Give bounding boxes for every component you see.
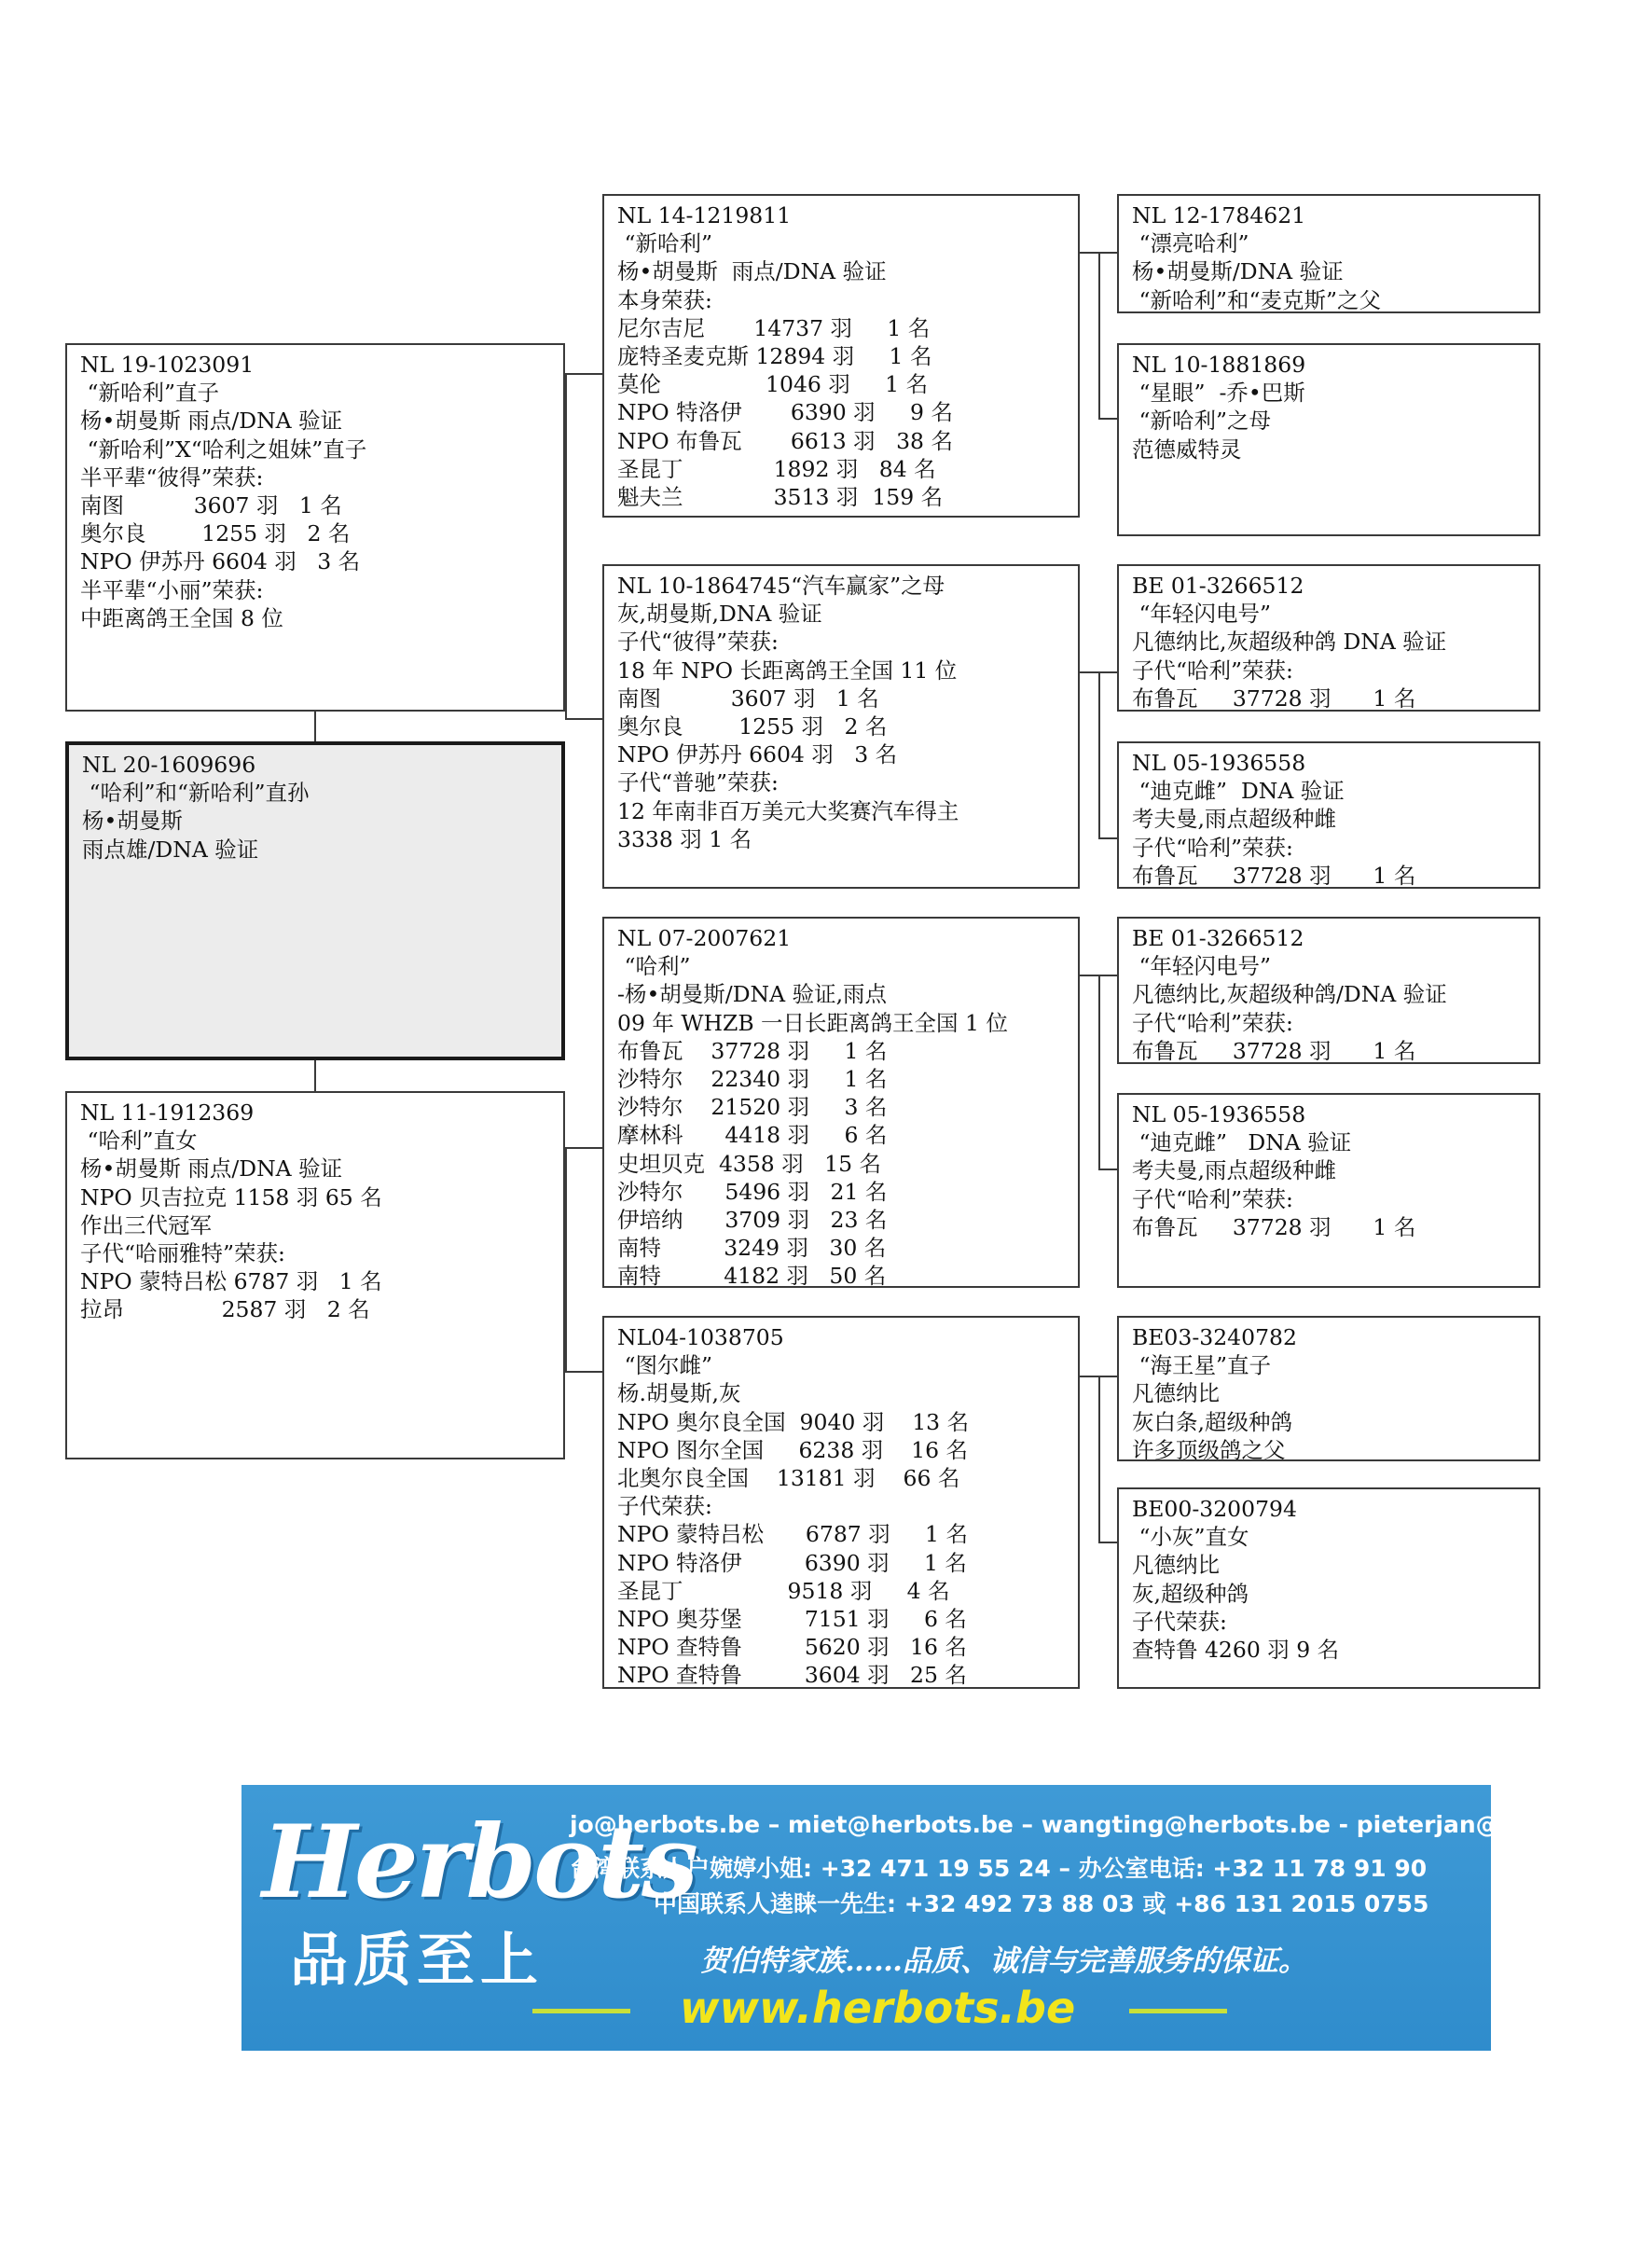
ss-sire-line: “新哈利”和“麦克斯”之父 <box>1132 286 1382 313</box>
sire-dam-line: 南图 3607 羽 1 名 <box>617 685 879 712</box>
sd-dam-line: 考夫曼,雨点超级种雌 <box>1132 806 1336 833</box>
dam-sire-line: 沙特尔 22340 羽 1 名 <box>617 1066 888 1093</box>
decorative-bar-left <box>532 2009 630 2013</box>
sire-line: NL 19-1023091 <box>80 352 255 378</box>
ds-sire-line: 子代“哈利”荣获: <box>1132 1009 1293 1036</box>
ss-sire-line: NL 12-1784621 <box>1132 202 1306 228</box>
connector <box>1098 1169 1117 1170</box>
dam-dam-line: NPO 蒙特吕松 6787 羽 1 名 <box>617 1521 968 1548</box>
dam-sire-line: 布鲁瓦 37728 羽 1 名 <box>617 1037 888 1064</box>
email-contacts: jo@herbots.be – miet@herbots.be – wangting@herbots.be - pieterjan@herbots.be <box>570 1811 1642 1838</box>
dam-box <box>65 1091 565 1459</box>
connector <box>1098 975 1100 1170</box>
ds-dam-line: “迪克雌” DNA 验证 <box>1132 1129 1352 1156</box>
dam-dam-line: 北奥尔良全国 13181 羽 66 名 <box>617 1465 960 1492</box>
dd-dam-line: 灰,超级种鸽 <box>1132 1580 1249 1607</box>
dam-sire-line: -杨•胡曼斯/DNA 验证,雨点 <box>617 981 888 1008</box>
dam-sire-line: 09 年 WHZB 一日长距离鸽王全国 1 位 <box>617 1009 1008 1036</box>
dd-sire-box <box>1117 1316 1540 1461</box>
ss-dam-line: “新哈利”之母 <box>1132 408 1271 435</box>
sire-sire-line: 本身荣获: <box>617 286 712 313</box>
connector <box>565 373 602 375</box>
dam-dam-line: 杨.胡曼斯,灰 <box>617 1380 741 1407</box>
dam-line: NPO 蒙特吕松 6787 羽 1 名 <box>80 1268 382 1295</box>
sire-sire-line: 杨•胡曼斯 雨点/DNA 验证 <box>617 258 887 285</box>
ss-sire-box <box>1117 194 1540 313</box>
dam-dam-line: NPO 查特鲁 3604 羽 25 名 <box>617 1662 967 1689</box>
ds-dam-line: NL 05-1936558 <box>1132 1101 1306 1127</box>
china-contact: 中国联系人逵睐一先生: +32 492 73 88 03 或 +86 131 2015 0755 <box>654 1890 1429 1917</box>
sire-sire-line: “新哈利” <box>617 230 712 257</box>
website-link[interactable]: www.herbots.be <box>680 1983 1076 2033</box>
sire-line: NPO 伊苏丹 6604 羽 3 名 <box>80 548 361 575</box>
ds-dam-line: 子代“哈利”荣获: <box>1132 1185 1293 1212</box>
connector <box>565 1147 602 1149</box>
dd-sire-line: 凡德纳比 <box>1132 1380 1220 1407</box>
decorative-bar-right <box>1129 2009 1227 2013</box>
sire-line: 中距离鸽王全国 8 位 <box>80 604 283 631</box>
sire-dam-line: 灰,胡曼斯,DNA 验证 <box>617 601 822 628</box>
sire-line: 杨•胡曼斯 雨点/DNA 验证 <box>80 408 343 435</box>
connector <box>565 373 567 720</box>
subject-line: 雨点雄/DNA 验证 <box>82 836 259 863</box>
ds-dam-line: 考夫曼,雨点超级种雌 <box>1132 1157 1336 1184</box>
ss-dam-line: 范德威特灵 <box>1132 436 1242 463</box>
sire-sire-line: 莫伦 1046 羽 1 名 <box>617 371 929 398</box>
sd-sire-line: 子代“哈利”荣获: <box>1132 657 1293 684</box>
dam-line: 杨•胡曼斯 雨点/DNA 验证 <box>80 1155 343 1182</box>
sire-dam-line: 18 年 NPO 长距离鸽王全国 11 位 <box>617 657 958 684</box>
dam-dam-line: NPO 查特鲁 5620 羽 16 名 <box>617 1634 967 1661</box>
sire-dam-line: 奥尔良 1255 羽 2 名 <box>617 713 888 740</box>
dam-line: 拉昂 2587 羽 2 名 <box>80 1296 370 1323</box>
sire-dam-line: NL 10-1864745“汽车赢家”之母 <box>617 573 945 599</box>
ss-sire-line: “漂亮哈利” <box>1132 230 1249 257</box>
sd-sire-line: 凡德纳比,灰超级种鸽 DNA 验证 <box>1132 629 1447 656</box>
sire-line: 南图 3607 羽 1 名 <box>80 492 342 519</box>
connector <box>1098 418 1117 420</box>
sd-sire-line: “年轻闪电号” <box>1132 601 1271 628</box>
dam-dam-line: NPO 特洛伊 6390 羽 1 名 <box>617 1549 967 1576</box>
tagline: 贺伯特家族……品质、诚信与完善服务的保证。 <box>700 1944 1307 1978</box>
dam-dam-line: NPO 图尔全国 6238 羽 16 名 <box>617 1436 968 1463</box>
dam-sire-box <box>602 917 1080 1288</box>
dam-dam-line: 子代荣获: <box>617 1493 712 1520</box>
sd-sire-box <box>1117 564 1540 712</box>
sire-sire-line: 圣昆丁 1892 羽 84 名 <box>617 455 936 482</box>
ds-sire-line: 凡德纳比,灰超级种鸽/DNA 验证 <box>1132 981 1447 1008</box>
dam-line: NPO 贝吉拉克 1158 羽 65 名 <box>80 1183 382 1210</box>
sire-line: 奥尔良 1255 羽 2 名 <box>80 520 351 547</box>
dam-line: 作出三代冠军 <box>80 1211 212 1238</box>
sd-sire-line: BE 01-3266512 <box>1132 573 1304 599</box>
dam-sire-line: 沙特尔 21520 羽 3 名 <box>617 1094 888 1121</box>
taiwan-contact: 台湾联系人户婉婷小姐: +32 471 19 55 24 – 办公室电话: +32 11 78 91 90 <box>570 1855 1428 1882</box>
sire-line: 半平辈“小丽”荣获: <box>80 576 264 603</box>
sire-dam-line: 12 年南非百万美元大奖赛汽车得主 <box>617 797 959 824</box>
connector <box>1098 671 1100 839</box>
dam-line: “哈利”直女 <box>80 1127 198 1155</box>
dam-sire-line: 摩林科 4418 羽 6 名 <box>617 1122 888 1149</box>
dam-sire-line: “哈利” <box>617 953 691 980</box>
ds-dam-line: 布鲁瓦 37728 羽 1 名 <box>1132 1213 1416 1240</box>
sire-sire-line: NL 14-1219811 <box>617 202 792 228</box>
dam-dam-line: 圣昆丁 9518 羽 4 名 <box>617 1577 950 1604</box>
ds-sire-line: BE 01-3266512 <box>1132 925 1304 951</box>
connector <box>314 712 316 741</box>
sire-sire-line: NPO 布鲁瓦 6613 羽 38 名 <box>617 427 953 454</box>
slogan: 品质至上 <box>290 1926 545 1994</box>
subject-box <box>65 741 565 1060</box>
connector <box>314 1060 316 1091</box>
connector <box>565 1371 602 1373</box>
sire-line: “新哈利”直子 <box>80 380 219 407</box>
sd-dam-line: 布鲁瓦 37728 羽 1 名 <box>1132 862 1416 889</box>
sire-dam-line: 子代“普驰”荣获: <box>617 769 779 796</box>
dam-sire-line: 伊培纳 3709 羽 23 名 <box>617 1207 888 1234</box>
ss-dam-line: “星眼” -乔•巴斯 <box>1132 380 1305 407</box>
dd-dam-box <box>1117 1487 1540 1689</box>
herbots-banner <box>241 1785 1642 2051</box>
dd-sire-line: 灰白条,超级种鸽 <box>1132 1408 1292 1435</box>
dam-sire-line: NL 07-2007621 <box>617 925 792 951</box>
ss-sire-line: 杨•胡曼斯/DNA 验证 <box>1132 258 1344 285</box>
sire-dam-line: 子代“彼得”荣获: <box>617 629 779 656</box>
dam-sire-line: 史坦贝克 4358 羽 15 名 <box>617 1150 881 1177</box>
dd-dam-line: 凡德纳比 <box>1132 1552 1220 1579</box>
sd-dam-line: 子代“哈利”荣获: <box>1132 834 1293 861</box>
ds-dam-box <box>1117 1093 1540 1288</box>
dd-dam-line: 子代荣获: <box>1132 1608 1227 1635</box>
dd-sire-line: “海王星”直子 <box>1132 1352 1271 1379</box>
dam-line: NL 11-1912369 <box>80 1099 255 1126</box>
dam-dam-line: NPO 奥芬堡 7151 羽 6 名 <box>617 1606 967 1633</box>
dam-sire-line: 沙特尔 5496 羽 21 名 <box>617 1178 888 1205</box>
connector <box>1098 1376 1100 1543</box>
ds-sire-line: “年轻闪电号” <box>1132 953 1271 980</box>
dam-dam-line: “图尔雌” <box>617 1352 712 1379</box>
sire-line: 半平辈“彼得”荣获: <box>80 463 264 491</box>
ds-sire-line: 布鲁瓦 37728 羽 1 名 <box>1132 1037 1416 1064</box>
connector <box>1098 837 1117 839</box>
sd-dam-box <box>1117 741 1540 889</box>
sire-sire-line: 庞特圣麦克斯 12894 羽 1 名 <box>617 343 932 370</box>
connector <box>1098 252 1100 420</box>
sd-dam-line: “迪克雌” DNA 验证 <box>1132 778 1345 805</box>
dam-sire-line: 南特 4182 羽 50 名 <box>617 1263 887 1290</box>
sire-dam-box <box>602 564 1080 889</box>
dam-sire-line: 南特 3249 羽 30 名 <box>617 1235 887 1262</box>
connector <box>1098 1542 1117 1543</box>
sire-sire-line: NPO 特洛伊 6390 羽 9 名 <box>617 399 953 426</box>
connector <box>565 1147 567 1373</box>
sire-dam-line: 3338 羽 1 名 <box>617 825 752 852</box>
sire-dam-line: NPO 伊苏丹 6604 羽 3 名 <box>617 741 898 768</box>
sd-dam-line: NL 05-1936558 <box>1132 750 1306 776</box>
sire-line: “新哈利”X“哈利之姐妹”直子 <box>80 436 367 463</box>
dd-sire-line: 许多顶级鸽之父 <box>1132 1436 1286 1463</box>
sire-sire-box <box>602 194 1080 518</box>
dd-dam-line: 查特鲁 4260 羽 9 名 <box>1132 1637 1340 1664</box>
sire-sire-line: 尼尔吉尼 14737 羽 1 名 <box>617 314 931 341</box>
sire-sire-line: 魁夫兰 3513 羽 159 名 <box>617 484 944 511</box>
dd-dam-line: BE00-3200794 <box>1132 1496 1297 1522</box>
dd-sire-line: BE03-3240782 <box>1132 1324 1297 1350</box>
subject-line: “哈利”和“新哈利”直孙 <box>82 780 310 807</box>
herbots-logo: Herbots <box>262 1804 696 1921</box>
connector <box>565 718 602 720</box>
subject-line: 杨•胡曼斯 <box>82 808 183 835</box>
dam-dam-line: NPO 奥尔良全国 9040 羽 13 名 <box>617 1408 970 1435</box>
dam-dam-box <box>602 1316 1080 1689</box>
sire-box <box>65 343 565 712</box>
dd-dam-line: “小灰”直女 <box>1132 1524 1249 1551</box>
dam-line: 子代“哈丽雅特”荣获: <box>80 1240 285 1267</box>
ss-dam-box <box>1117 343 1540 536</box>
ss-dam-line: NL 10-1881869 <box>1132 352 1306 378</box>
ds-sire-box <box>1117 917 1540 1064</box>
subject-line: NL 20-1609696 <box>82 752 256 778</box>
sd-sire-line: 布鲁瓦 37728 羽 1 名 <box>1132 685 1416 712</box>
dam-dam-line: NL04-1038705 <box>617 1324 784 1350</box>
